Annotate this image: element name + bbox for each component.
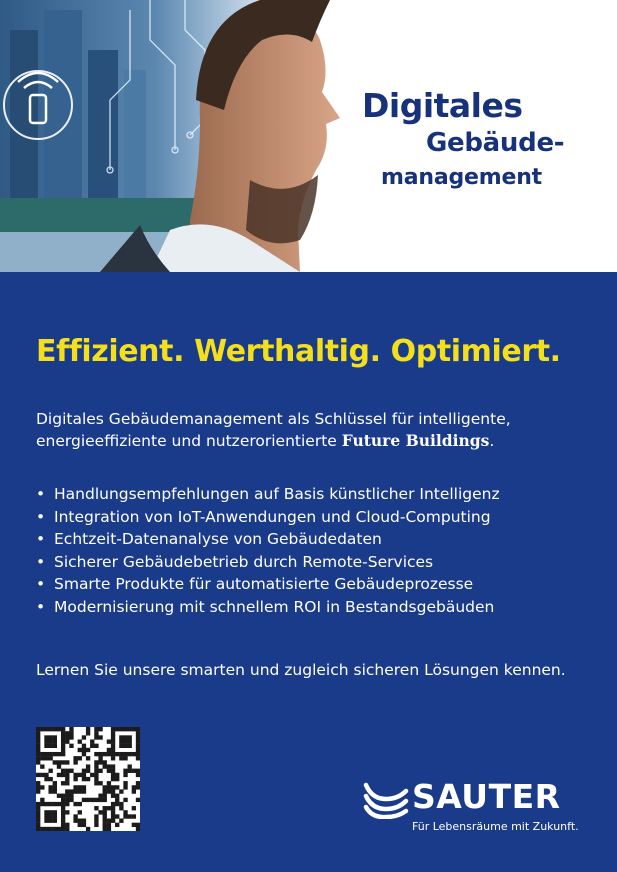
intro-emphasis: Future Buildings (341, 431, 490, 450)
list-item: • Smarte Produkte für automatisierte Gebäudeprozesse (36, 573, 500, 596)
sauter-wave-logo-icon (362, 779, 410, 819)
logo-wordmark: SAUTER (412, 777, 561, 816)
intro-text: Digitales Gebäudemanagement als Schlüssel für intelligente, energieeffiziente und nutzerorientierte (36, 410, 511, 450)
intro-suffix: . (489, 432, 495, 450)
list-item: • Integration von IoT-Anwendungen und Cloud-Computing (36, 506, 500, 529)
list-item: • Modernisierung mit schnellem ROI in Bestandsgebäuden (36, 596, 500, 619)
hero-title-line3: management (381, 165, 542, 190)
list-item: • Echtzeit-Datenanalyse von Gebäudedaten (36, 528, 500, 551)
qr-code-icon[interactable] (36, 727, 140, 831)
content-panel (0, 272, 617, 872)
intro-paragraph (36, 408, 596, 452)
logo-tagline: Für Lebensräume mit Zukunft. (412, 820, 579, 833)
list-item: • Sicherer Gebäudebetrieb durch Remote-Services (36, 551, 500, 574)
headline: Effizient. Werthaltig. Optimiert. (36, 334, 561, 369)
hero-banner (0, 0, 617, 272)
closing-text: Lernen Sie unsere smarten und zugleich sicheren Lösungen kennen. (36, 661, 566, 679)
sauter-logo (362, 777, 582, 837)
benefits-list (36, 483, 500, 619)
hero-title-line1: Digitales (362, 86, 523, 125)
list-item: • Handlungsempfehlungen auf Basis künstlicher Intelligenz (36, 483, 500, 506)
hero-title-line2: Gebäude- (426, 128, 565, 158)
